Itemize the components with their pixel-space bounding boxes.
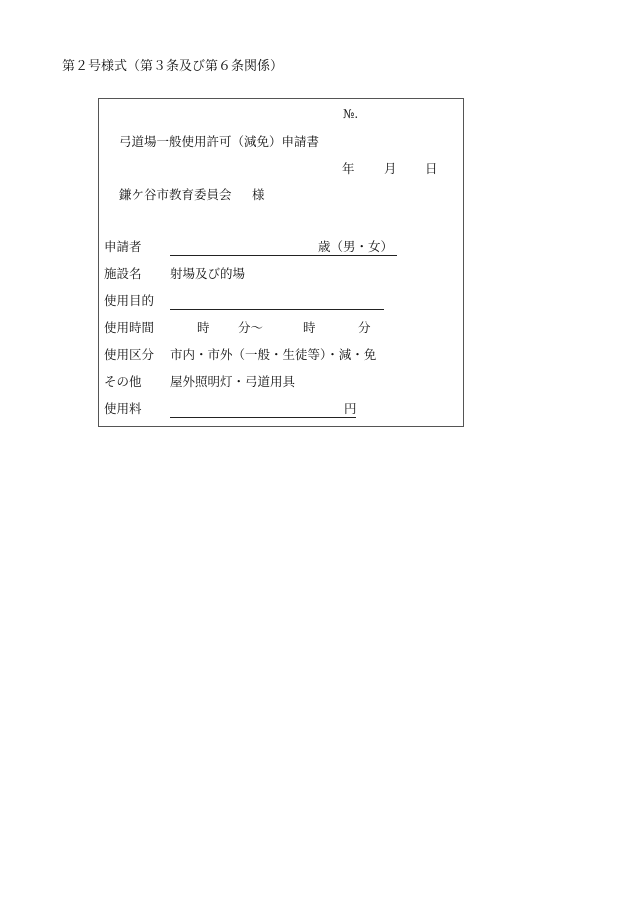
addressee-honorific: 様 [252, 187, 265, 202]
category-value: 市内・市外（一般・生徒等）・減・免 [170, 347, 377, 362]
document-title: 弓道場一般使用許可（減免）申請書 [119, 134, 320, 149]
time-minute-end: 分 [358, 320, 371, 335]
fee-field-underline[interactable] [170, 417, 356, 418]
addressee: 鎌ケ谷市教育委員会 [119, 187, 232, 202]
time-minute-start: 分〜 [238, 320, 264, 335]
facility-label: 施設名 [104, 266, 142, 281]
applicant-label: 申請者 [104, 239, 142, 254]
facility-value: 射場及び的場 [170, 266, 246, 281]
date-month-label: 月 [384, 161, 397, 176]
purpose-field-underline[interactable] [170, 309, 384, 310]
applicant-age-gender: 歳（男・女） [318, 239, 394, 254]
form-number-heading: 第２号様式（第３条及び第６条関係） [62, 59, 284, 74]
applicant-field-underline[interactable] [170, 255, 397, 256]
other-value: 屋外照明灯・弓道用具 [170, 374, 296, 389]
time-hour-end: 時 [303, 320, 316, 335]
category-label: 使用区分 [104, 347, 155, 362]
fee-currency: 円 [344, 401, 357, 416]
date-year-label: 年 [342, 161, 355, 176]
fee-label: 使用料 [104, 401, 142, 416]
other-label: その他 [104, 374, 142, 389]
date-day-label: 日 [425, 161, 438, 176]
number-mark: №. [343, 107, 359, 121]
purpose-label: 使用目的 [104, 293, 155, 308]
time-label: 使用時間 [104, 320, 155, 335]
time-hour-start: 時 [197, 320, 210, 335]
